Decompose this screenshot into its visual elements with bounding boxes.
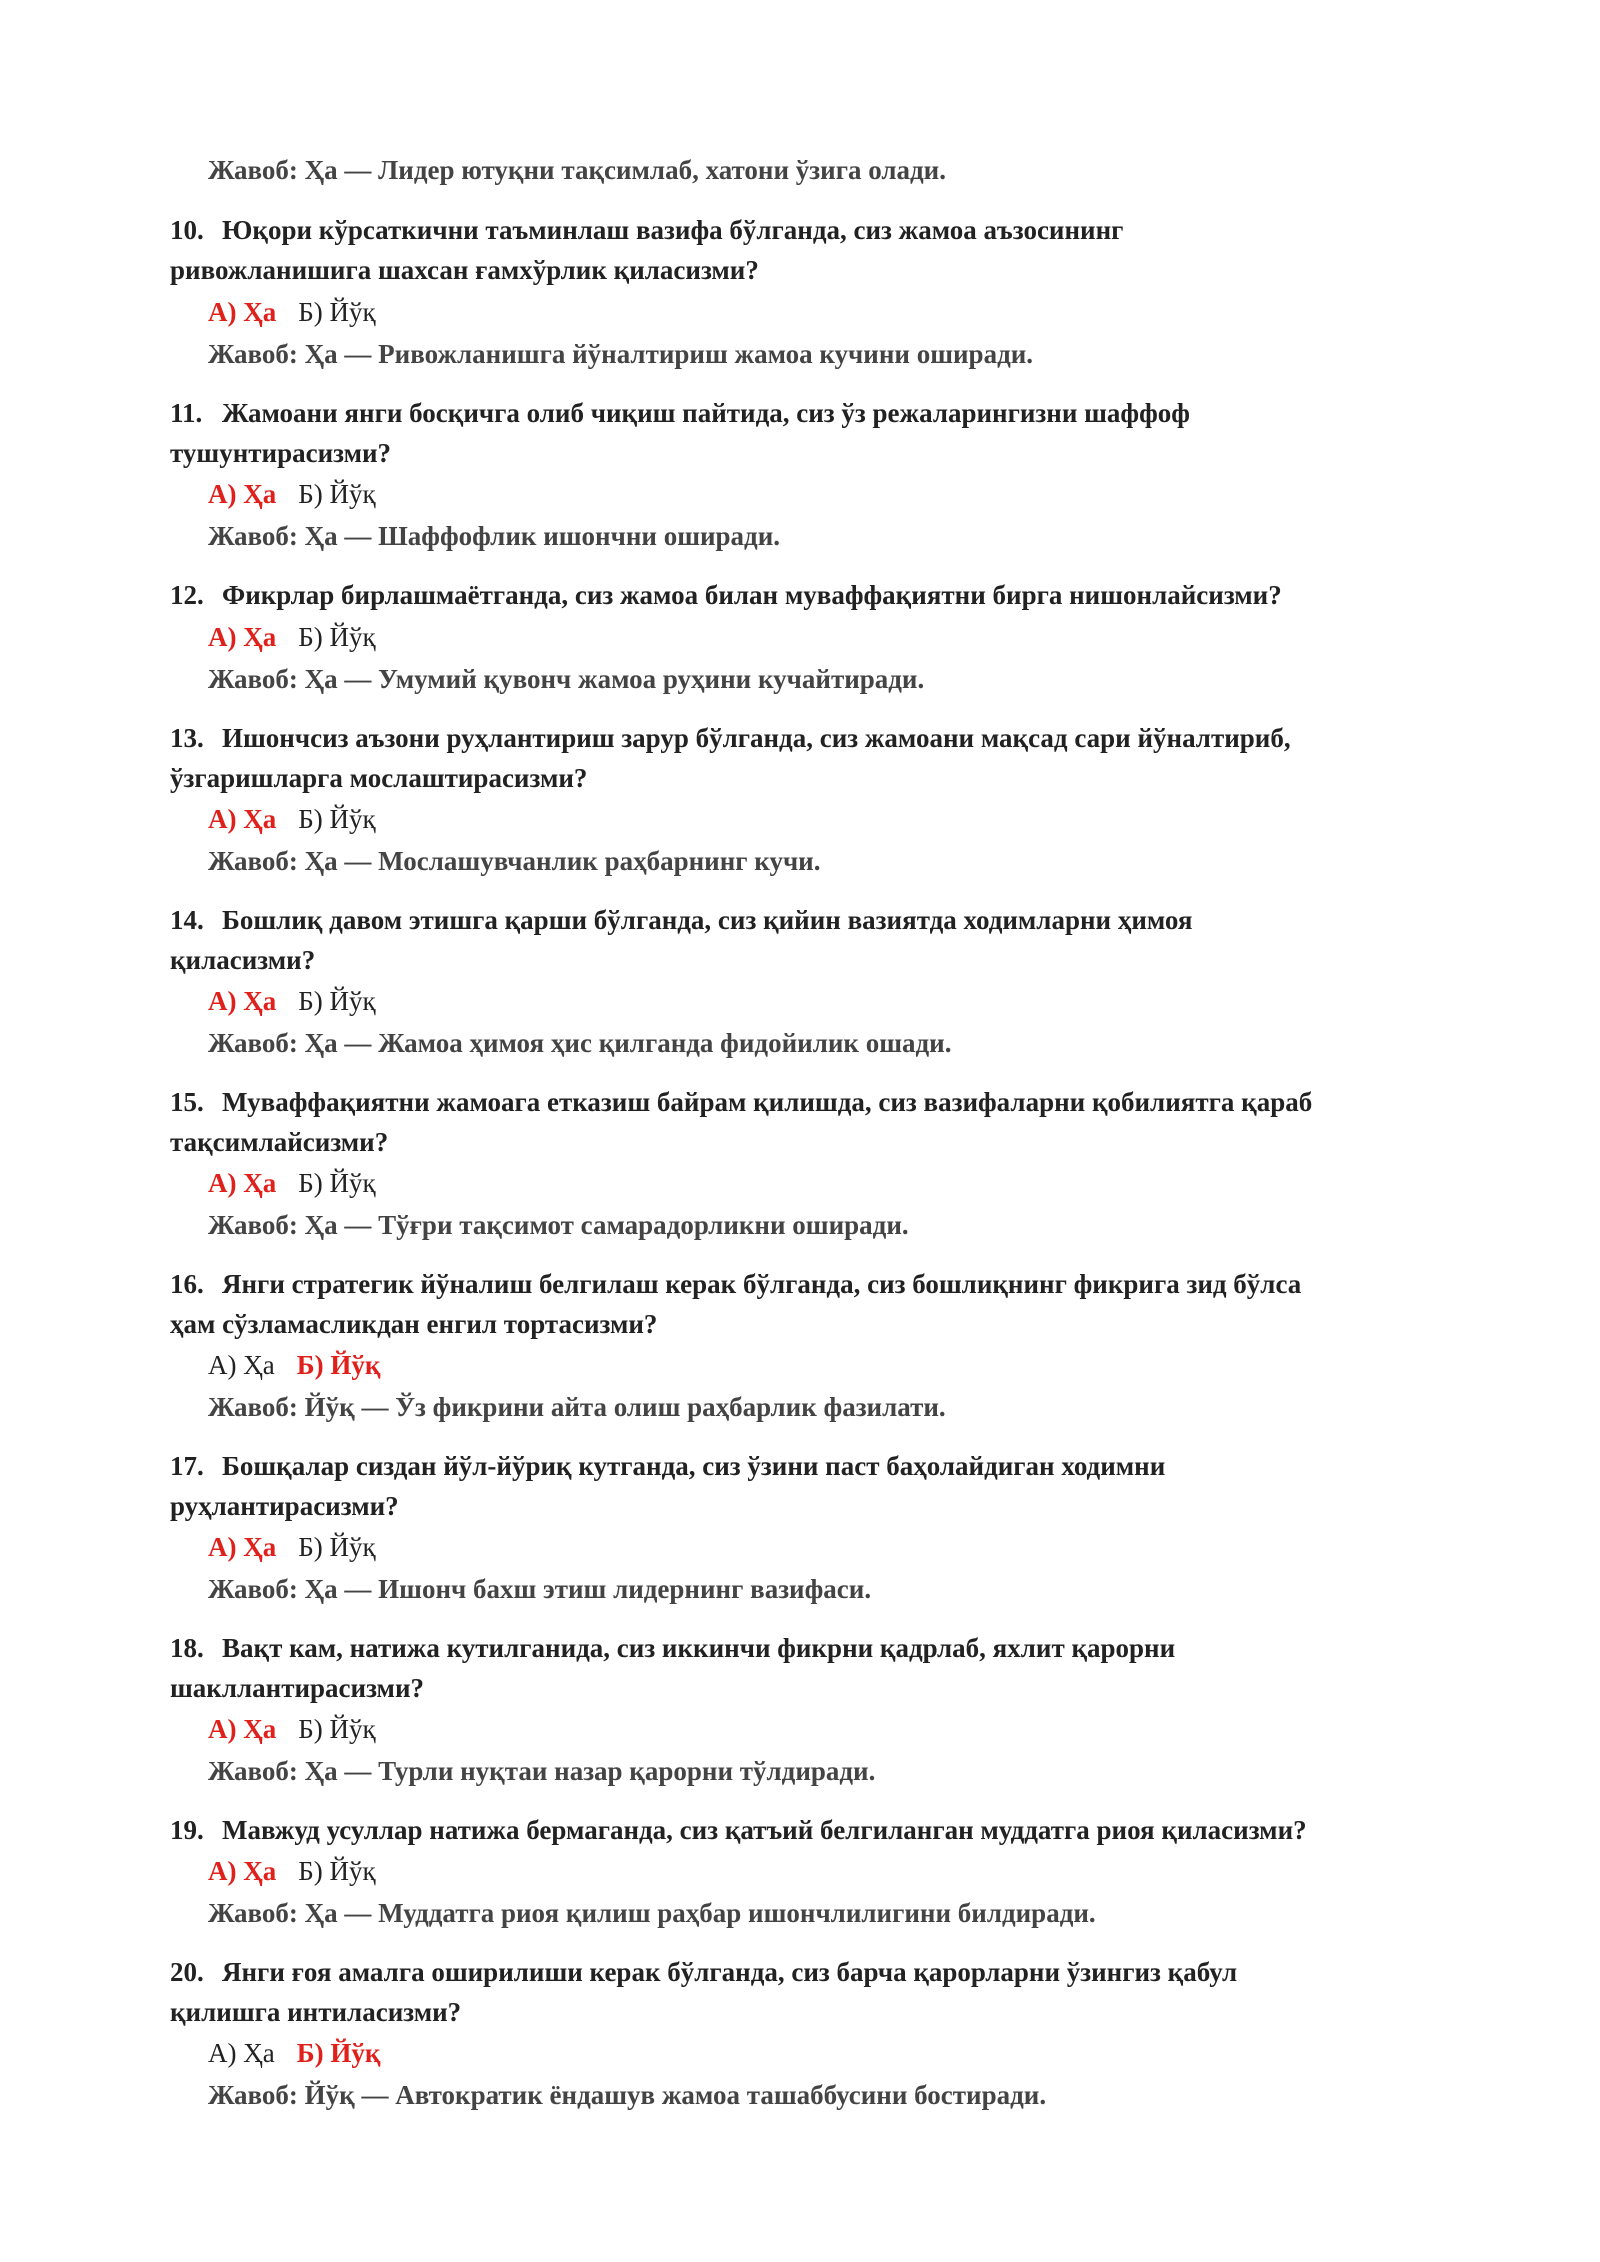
question-18-options — [208, 1711, 398, 1747]
option-a[interactable]: А) Ҳа — [208, 804, 277, 834]
question-15-line-1 — [170, 1084, 1312, 1120]
question-number: 10. — [170, 215, 204, 245]
question-text: Жамоани янги босқичга олиб чиқиш пайтида, сиз ўз режаларингизни шаффоф — [222, 398, 1190, 428]
option-b[interactable]: Б) Йўқ — [298, 1856, 376, 1886]
question-14-line-1 — [170, 902, 1193, 938]
option-b[interactable]: Б) Йўқ — [296, 2038, 381, 2068]
option-a[interactable]: А) Ҳа — [208, 986, 277, 1016]
option-a[interactable]: А) Ҳа — [208, 1856, 277, 1886]
question-text: Вақт кам, натижа кутилганида, сиз иккинчи фикрни қадрлаб, яхлит қарорни — [222, 1633, 1176, 1663]
question-10-line-2: ривожланишига шахсан ғамхўрлик қиласизми? — [170, 255, 759, 285]
question-13-line-1 — [170, 720, 1291, 756]
question-text: Ишончсиз аъзони руҳлантириш зарур бўлганда, сиз жамоани мақсад сари йўналтириб, — [222, 723, 1291, 753]
question-15-line-2: тақсимлайсизми? — [170, 1127, 389, 1157]
question-19-options — [208, 1853, 398, 1889]
question-10-line-1 — [170, 212, 1123, 248]
option-a[interactable]: А) Ҳа — [208, 297, 277, 327]
question-number: 19. — [170, 1815, 204, 1845]
question-text: Бошқалар сиздан йўл-йўриқ кутганда, сиз ўзини паст баҳолайдиган ходимни — [222, 1451, 1166, 1481]
question-10-options — [208, 294, 398, 330]
question-number: 18. — [170, 1633, 204, 1663]
question-number: 15. — [170, 1087, 204, 1117]
question-number: 13. — [170, 723, 204, 753]
option-b[interactable]: Б) Йўқ — [298, 1168, 376, 1198]
question-number: 14. — [170, 905, 204, 935]
question-text: Бошлиқ давом этишга қарши бўлганда, сиз қийин вазиятда ходимларни ҳимоя — [222, 905, 1193, 935]
question-15-options — [208, 1165, 398, 1201]
question-16-line-2: ҳам сўзламасликдан енгил тортасизми? — [170, 1309, 658, 1339]
option-b[interactable]: Б) Йўқ — [298, 622, 376, 652]
option-b[interactable]: Б) Йўқ — [298, 986, 376, 1016]
question-18-answer: Жавоб: Ҳа — Турли нуқтаи назар қарорни тўлдиради. — [208, 1756, 876, 1786]
option-a[interactable]: А) Ҳа — [208, 479, 277, 509]
question-text: Фикрлар бирлашмаётганда, сиз жамоа билан муваффақиятни бирга нишонлайсизми? — [222, 580, 1282, 610]
question-18-line-2: шакллантирасизми? — [170, 1673, 424, 1703]
question-17-line-1 — [170, 1448, 1165, 1484]
question-13-line-2: ўзгаришларга мослаштирасизми? — [170, 763, 588, 793]
question-text: Юқори кўрсаткични таъминлаш вазифа бўлганда, сиз жамоа аъзосининг — [222, 215, 1124, 245]
question-number: 11. — [170, 398, 203, 428]
question-13-answer: Жавоб: Ҳа — Мослашувчанлик раҳбарнинг кучи. — [208, 846, 821, 876]
question-17-line-2: руҳлантирасизми? — [170, 1491, 399, 1521]
question-16-line-1 — [170, 1266, 1301, 1302]
option-b[interactable]: Б) Йўқ — [298, 804, 376, 834]
option-a[interactable]: А) Ҳа — [208, 1350, 275, 1380]
option-a[interactable]: А) Ҳа — [208, 1168, 277, 1198]
question-12-line-1 — [170, 577, 1282, 613]
question-12-options — [208, 619, 398, 655]
question-20-line-1 — [170, 1954, 1237, 1990]
answer-text-top: Жавоб: Ҳа — Лидер ютуқни тақсимлаб, хатони ўзига олади. — [208, 155, 946, 185]
option-a[interactable]: А) Ҳа — [208, 622, 277, 652]
option-b[interactable]: Б) Йўқ — [298, 1714, 376, 1744]
option-b[interactable]: Б) Йўқ — [298, 479, 376, 509]
question-15-answer: Жавоб: Ҳа — Тўғри тақсимот самарадорликни оширади. — [208, 1210, 909, 1240]
question-20-answer: Жавоб: Йўқ — Автократик ёндашув жамоа ташаббусини бостиради. — [208, 2080, 1047, 2110]
question-11-answer: Жавоб: Ҳа — Шаффофлик ишончни оширади. — [208, 521, 781, 551]
question-14-answer: Жавоб: Ҳа — Жамоа ҳимоя ҳис қилганда фидойилик ошади. — [208, 1028, 952, 1058]
question-20-line-2: қилишга интиласизми? — [170, 1997, 462, 2027]
question-11-options — [208, 476, 398, 512]
question-number: 17. — [170, 1451, 204, 1481]
question-text: Мавжуд усуллар натижа бермаганда, сиз қатъий белгиланган муддатга риоя қиласизми? — [222, 1815, 1307, 1845]
question-19-line-1 — [170, 1812, 1307, 1848]
question-14-line-2: қиласизми? — [170, 945, 316, 975]
question-number: 20. — [170, 1957, 204, 1987]
option-b[interactable]: Б) Йўқ — [298, 1532, 376, 1562]
question-19-answer: Жавоб: Ҳа — Муддатга риоя қилиш раҳбар ишончлилигини билдиради. — [208, 1898, 1096, 1928]
option-b[interactable]: Б) Йўқ — [298, 297, 376, 327]
question-14-options — [208, 983, 398, 1019]
question-13-options — [208, 801, 398, 837]
question-12-answer: Жавоб: Ҳа — Умумий қувонч жамоа руҳини кучайтиради. — [208, 664, 925, 694]
option-a[interactable]: А) Ҳа — [208, 1532, 277, 1562]
question-17-answer: Жавоб: Ҳа — Ишонч бахш этиш лидернинг вазифаси. — [208, 1574, 872, 1604]
question-text: Янги ғоя амалга оширилиши керак бўлганда, сиз барча қарорларни ўзингиз қабул — [222, 1957, 1238, 1987]
question-10-answer: Жавоб: Ҳа — Ривожланишга йўналтириш жамоа кучини оширади. — [208, 339, 1034, 369]
question-number: 12. — [170, 580, 204, 610]
question-text: Муваффақиятни жамоага етказиш байрам қилишда, сиз вазифаларни қобилиятга қараб — [222, 1087, 1313, 1117]
question-17-options — [208, 1529, 398, 1565]
option-b[interactable]: Б) Йўқ — [296, 1350, 381, 1380]
option-a[interactable]: А) Ҳа — [208, 2038, 275, 2068]
question-11-line-2: тушунтирасизми? — [170, 438, 392, 468]
option-a[interactable]: А) Ҳа — [208, 1714, 277, 1744]
question-16-answer: Жавоб: Йўқ — Ўз фикрини айта олиш раҳбарлик фазилати. — [208, 1392, 946, 1422]
question-number: 16. — [170, 1269, 204, 1299]
question-18-line-1 — [170, 1630, 1175, 1666]
question-11-line-1 — [170, 395, 1190, 431]
question-20-options — [208, 2035, 402, 2071]
question-text: Янги стратегик йўналиш белгилаш керак бўлганда, сиз бошлиқнинг фикрига зид бўлса — [222, 1269, 1302, 1299]
question-16-options — [208, 1347, 402, 1383]
